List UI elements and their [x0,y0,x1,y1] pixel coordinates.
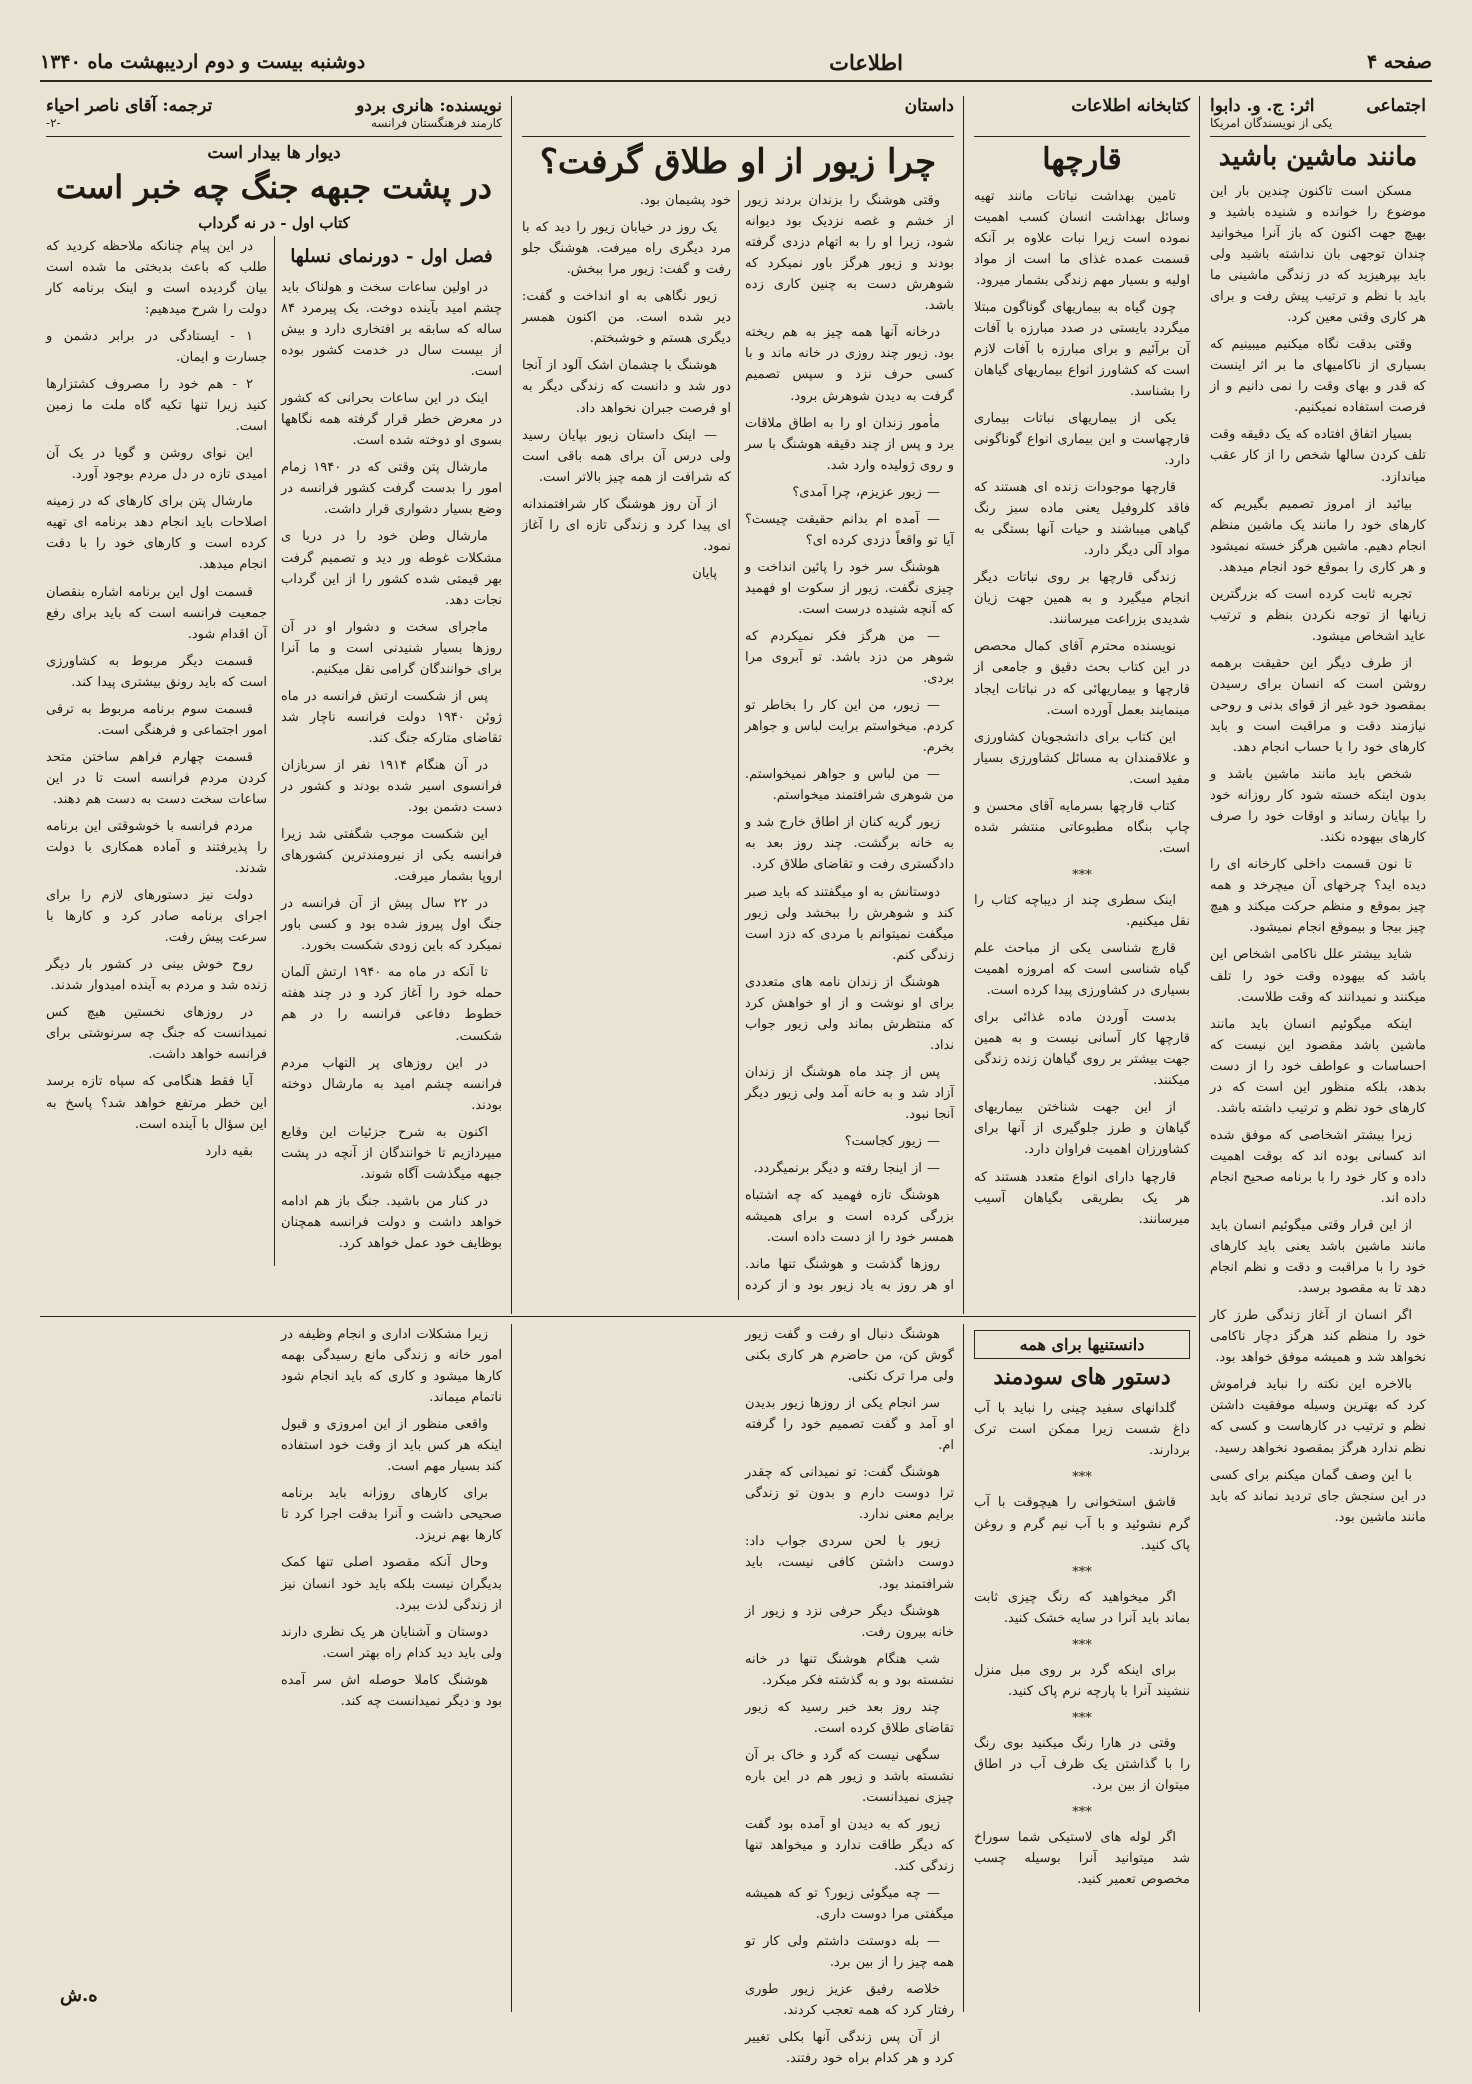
paragraph: مارشال پتن برای کارهای که در زمینه اصلاحات باید انجام دهد برنامه ای تهیه کرده است و کارهای خود را با دقت انجام میدهد. [46,494,267,573]
tip-item: برای اینکه گرد بر روی مبل منزل ننشیند آنرا با پارچه نرم پاک کنید. [974,1662,1190,1699]
paragraph: از آن پس زندگی آنها بکلی تغییر کرد و هر کدام براه خود رفتند. [745,2030,954,2067]
paragraph: مردم فرانسه با خوشوقتی این برنامه را پذیرفتند و آماده همکاری با دولت شدند. [46,818,267,877]
separator-stars: *** [1072,1470,1092,1486]
paragraph: دوستان و آشنایان هر یک نظری دارند ولی باید دید کدام راه بهتر است. [281,1624,502,1661]
paragraph: بیائید از امروز تصمیم بگیریم که کارهای خود را مانند یک ماشین منظم انجام دهیم. ماشین هرگز خسته نمیشود و هر کاری را بموقع خود انجام میدهد. [1210,496,1426,575]
columns-area [40,96,1432,2067]
lower-section-rule [40,1316,1196,1317]
paragraph: — آمده ام بدانم حقیقت چیست؟ آیا تو واقعاً دزدی کرده ای؟ [745,511,954,548]
paragraph: این نوای روشن و گویا در یک آن امیدی تازه در دل مردم بوجود آورد. [46,446,267,483]
paragraph: شاید بیشتر علل ناکامی اشخاص این باشد که بیهوده وقت خود را تلف میکنند و نمیدانند که وقت طلاست. [1210,947,1426,1005]
tip-item: اگر لوله های لاستیکی شما سوراخ شد میتوانید آنرا بوسیله چسب مخصوص تعمیر کنید. [974,1830,1190,1888]
paragraph: نویسنده محترم آقای کمال محصص در این کتاب بحث دقیق و جامعی از قارچها و بیماریهائی که در نباتات ایجاد مینمایند بعمل آورده است. [974,639,1190,718]
paragraph: زیور نگاهی به او انداخت و گفت: دیر شده است. من اکنون همسر دیگری هستم و خوشبختم. [522,289,731,347]
paragraph: یکی از بیماریهای نباتات بیماری قارچهاست و این بیماری انواع گوناگونی دارد. [974,410,1190,469]
paragraph: قسمت اول این برنامه اشاره بنقصان جمعیت فرانسه است که باید برای رفع آن اقدام شود. [46,584,267,642]
separator-stars: *** [1072,1710,1092,1726]
paragraph: با این وصف گمان میکنم برای کسی در این سنجش جای تردید نماند که باید مانند ماشین بود. [1210,1467,1426,1525]
paragraph: از این جهت شناختن بیماریهای گیاهان و طرز جلوگیری از آنها برای کشاورزان اهمیت فراوان دارد. [974,1100,1190,1158]
article-body [974,186,1190,1230]
author: نویسنده: هانری بردو [356,96,502,116]
paragraph: زیرا بیشتر اشخاصی که موفق شده اند کسانی بوده اند که بوقت اهمیت داده و کار خود را با برنامه صحیح انجام داده اند. [1210,1127,1426,1206]
paragraph: — من لباس و جواهر نمیخواستم. من شوهری شرافتمند میخواستم. [745,767,954,804]
article-title: قارچها [1042,142,1122,177]
author-signature: ه.ش [60,1985,98,2006]
section-label: کتابخانه اطلاعات [1071,96,1190,116]
paragraph: — من هرگز فکر نمیکردم که شوهر من دزد باشد. تو آبروی مرا بردی. [745,628,954,687]
paragraph: اگر انسان از آغاز زندگی طرز کار خود را منظم کند هرگز دچار ناکامی نخواهد شد و همیشه موفق خواهد بود. [1210,1308,1426,1366]
column-rule [511,96,512,1314]
paragraph: کتاب قارچها بسرمایه آقای محسن و چاپ بنگاه مطبوعاتی منتشر شده است. [974,798,1190,856]
column-serial [40,96,508,1314]
paragraph: ماجرای سخت و دشوار او در آن روزها بسیار شنیدنی است و ما آنرا برای خوانندگان گرامی نقل میکنیم. [281,619,502,677]
paragraph: — زیور، من این کار را بخاطر تو کردم. میخواستم برایت لباس و جواهر بخرم. [745,698,954,756]
paragraph: وقتی بدقت نگاه میکنیم میبینیم که بسیاری از ناکامیهای ما بر اثر اینست که قدر و بهای وقت را نمی دانیم و از فرصت استفاده نمیکنیم. [1210,337,1426,416]
article-title: در پشت جبهه جنگ چه خبر است [56,168,492,206]
paragraph: در این پیام چنانکه ملاحظه کردید که طلب که باعث بدبختی ما شده است بیان گردیده است و اینک برنامه کار دولت را شرح میدهیم: [46,238,267,317]
paragraph: دولت نیز دستورهای لازم را برای اجرای برنامه صادر کرد و کارها با سرعت پیش رفت. [46,888,267,946]
chapter-title: فصل اول - دورنمای نسلها [290,245,493,267]
paragraph: — اینک داستان زیور بپایان رسید ولی درس آن برای همه باقی است که شرافت از همه چیز بالاتر است. [522,427,731,485]
paragraph: در ۲۲ سال پیش از آن فرانسه در جنگ اول پیروز شده بود و کسی باور نمیکرد که باین زودی شکست بخورد. [281,896,502,954]
paragraph: قسمت چهارم فراهم ساختن متحد کردن مردم فرانسه است تا در این ساعات سخت دست به دست هم دهند. [46,749,267,807]
paragraph: در اولین ساعات سخت و هولناک باید چشم امید بآینده دوخت. یک پیرمرد ۸۴ ساله که سابقه بر افتخاری دارد و بیش از بیست سال در خدمت کشور بوده است. [281,279,502,380]
paragraph: — زیور عزیزم، چرا آمدی؟ [792,484,940,500]
paragraph: قارچها دارای انواع متعدد هستند که هر یک بطریقی بگیاهان آسیب میرسانند. [974,1169,1190,1227]
separator-stars: *** [1072,867,1092,883]
separator-stars: *** [1072,1805,1092,1821]
continuation-body [522,1324,954,2084]
paragraph: تا آنکه در ماه مه ۱۹۴۰ ارتش آلمان حمله خود را آغاز کرد و در چند هفته خطوط دفاعی فرانسه را در هم شکست. [281,965,502,1044]
paragraph: هوشنگ گفت: تو نمیدانی که چقدر ترا دوست دارم و بدون تو زندگی برایم معنی ندارد. [745,1465,954,1523]
paragraph: اینک در این ساعات بحرانی که کشور در معرض خطر قرار گرفته همه نگاهها بسوی او دوخته شده است. [281,391,502,449]
paragraph: — از اینجا رفته و دیگر برنمیگردد. [753,1161,940,1177]
separator-stars: *** [1072,1637,1092,1653]
paragraph: قسمت دیگر مربوط به کشاورزی است که باید رونق بیشتری پیدا کند. [46,653,267,690]
paragraph: زیور با لحن سردی جواب داد: دوست داشتن کافی نیست، باید شرافتمند بود. [745,1534,954,1592]
column-header [522,96,954,137]
paragraph: — زیور کجاست؟ [844,1134,940,1150]
paragraph: وحال آنکه مقصود اصلی تنها کمک بدیگران نیست بلکه باید خود انسان نیز از زندگی لذت ببرد. [281,1555,502,1613]
paragraph: روح خوش بینی در کشور بار دیگر زنده شد و مردم به آینده امیدوار شدند. [46,957,267,994]
paragraph: چون گیاه به بیماریهای گوناگون مبتلا میگردد بایستی در صدد مبارزه با آفات آن برآئیم و برای مبارزه با آفات لازم است که کشاورز انواع بیماریهای گیاهان را بشناسد. [974,299,1190,399]
paragraph: اینک سطری چند از دیباچه کتاب را نقل میکنیم. [974,892,1190,929]
paragraph: روزها گذشت و هوشنگ تنها ماند. او هر روز به یاد زیور بود و از کرده خود پشیمان بود. [639,193,954,1294]
paragraph: بالاخره این نکته را نباید فراموش کرد که بهترین وسیله موفقیت داشتن نظم و ترتیب در کارهاست و کسی که نظم ندارد هرگز بمقصود نخواهد رسید. [1210,1377,1426,1456]
paragraph: — بله دوستت داشتم ولی کار تو همه چیز را از بین برد. [745,1934,954,1971]
column-header [974,96,1190,137]
paragraph: هوشنگ از زندان نامه های متعددی برای او نوشت و از او خواهش کرد که منتظرش بماند ولی زیور جواب نداد. [745,974,954,1053]
author-sub: کارمند فرهنگستان فرانسه [370,116,502,130]
continued-note: بقیه دارد [205,1143,253,1159]
column-rule [1199,96,1200,2012]
article-body [46,236,502,1266]
paragraph: دوستانش به او میگفتند که باید صبر کند و شوهرش را ببخشد ولی زیور میگفت نمیتوانم با مردی که دزد است زندگی کنم. [745,884,954,963]
paragraph: هوشنگ کاملا حوصله اش سر آمده بود و دیگر نمیدانست چه کند. [281,1672,502,1709]
article-kicker: دیوار ها بیدار است [207,143,341,163]
tip-item: اگر میخواهید که رنگ چیزی ثابت بماند باید آنرا در سایه خشک کنید. [974,1589,1190,1626]
lower-left-block [40,1324,508,2012]
paragraph: پایان [692,565,717,581]
paragraph: هوشنگ دیگر حرفی نزد و زیور از خانه بیرون رفت. [745,1603,954,1640]
byline: اثر: ج. و. دابوا [1210,96,1315,116]
paragraph: هوشنگ تازه فهمید که چه اشتباه بزرگی کرده است و برای همیشه همسر خود را از دست داده است. [745,1188,954,1246]
paragraph: زندگی قارچها بر روی نباتات دیگر انجام میگیرد و به همین جهت زیان شدیدی بزراعت میرسانند. [974,570,1190,628]
column-social [1204,96,1432,2012]
paragraph: یک روز در خیابان زیور را دید که با مرد دیگری راه میرفت. هوشنگ جلو رفت و گفت: زیور مرا ببخش. [522,220,731,278]
paragraph: در کنار من باشید. جنگ باز هم ادامه خواهد داشت و دولت فرانسه همچنان بوظایف خود عمل خواهد کرد. [281,1193,502,1251]
paragraph: بسیار اتفاق افتاده که یک دقیقه وقت تلف کردن سالها شخص را از کار عقب میاندازد. [1210,427,1426,485]
paragraph: هوشنگ سر خود را پائین انداخت و چیزی نگفت. زیور از سکوت او فهمید که آنچه شنیده درست است. [745,559,954,617]
tips-box [968,1324,1196,2012]
tips-body [974,1398,1190,1890]
paragraph: زیرا مشکلات اداری و انجام وظیفه در امور خانه و زندگی مانع رسیدگی بهمه کارها میشود و کاری که باید انجام شود ناتمام میماند. [281,1327,502,1406]
lower-left-body [46,1324,502,2044]
paragraph: زیور که به دیدن او آمده بود گفت که دیگر طاقت ندارد و میخواهد تنها زندگی کند. [745,1816,954,1875]
paragraph: در این روزهای پر التهاب مردم فرانسه چشم امید به مارشال دوخته بودند. [281,1055,502,1113]
paragraph: تجربه ثابت کرده است که بزرگترین زیانها از توجه نکردن بنظم و ترتیب عاید اشخاص میشود. [1210,586,1426,644]
paragraph: سر انجام یکی از روزها زیور بدیدن او آمد و گفت تصمیم خود را گرفته ام. [745,1396,954,1454]
column-rule [963,96,964,1314]
paragraph: شخص باید مانند ماشین باشد و بدون اینکه خسته شود کار روزانه خود را بپایان رساند و اوقات خود را صرف کارهای بیهوده نکند. [1210,767,1426,846]
tip-item: وقتی در هارا رنگ میکنید بوی رنگ را با گذاشتن یک ظرف آب در اطاق میتوان از بین برد. [974,1735,1190,1794]
paragraph: تا نون قسمت داخلی کارخانه ای را دیده اید؟ چرخهای آن میچرخد و همه چیز بموقع و منظم حرکت میکند و هیچ چیز بیجا و بیموقع انجام نمیشود. [1210,857,1426,936]
paragraph: برای کارهای روزانه باید برنامه صحیحی داشت و آنرا بدقت اجرا کرد تا کارها بهم نریزد. [281,1486,502,1544]
paragraph: وقتی هوشنگ را بزندان بردند زیور از خشم و غصه نزدیک بود دیوانه شود، زیرا او را به اتهام دزدی گرفته بودند و زیور هرگز باور نمیکرد که شوهرش دست به چنین کاری زده باشد. [745,193,954,314]
paragraph: پس از چند ماه هوشنگ از زندان آزاد شد و به خانه آمد ولی زیور دیگر آنجا نبود. [745,1064,954,1122]
tip-item: قاشق استخوانی را هیچوقت با آب گرم نشوئید و با آب نیم گرم و روغن پاک کنید. [974,1495,1190,1553]
paragraph: این کتاب برای دانشجویان کشاورزی و علاقمندان به مسائل کشاورزی بسیار مفید است. [974,729,1190,787]
page-number: صفحه ۴ [1366,51,1432,73]
paragraph: قسمت سوم برنامه مربوط به ترقی امور اجتماعی و فرهنگی است. [46,701,267,738]
translator: ترجمه: آقای ناصر احیاء [46,96,213,116]
paragraph: — چه میگوئی زیور؟ تو که همیشه میگفتی مرا دوست داری. [745,1886,954,1923]
paragraph: قارچ شناسی یکی از مباحث علم گیاه شناسی است که امروزه اهمیت بسیاری در کشاورزی پیدا کرده است. [974,941,1190,999]
paragraph: هوشنگ دنبال او رفت و گفت زیور گوش کن، من حاضرم هر کاری بکنی ولی مرا ترک نکنی. [745,1327,954,1385]
separator-stars: *** [1072,1564,1092,1580]
tips-header: دانستنیها برای همه [974,1330,1190,1359]
paragraph: واقعی منظور از این امروزی و قبول اینکه هر کس باید از وقت خود استفاده کند بسیار مهم است. [281,1417,502,1475]
byline-sub: یکی از نویسندگان امریکا [1210,116,1333,130]
paragraph: خلاصه رفیق عزیز زیور طوری رفتار کرد که همه تعجب کردند. [745,1982,954,2019]
paragraph: ۲ - هم خود را مصروف کشتزارها کنید زیرا تنها تکیه گاه ملت ما زمین است. [46,377,267,435]
column-story [516,96,960,1314]
article-title: چرا زیور از او طلاق گرفت؟ [539,142,937,182]
section-label: داستان [904,96,954,116]
installment-number: -۲- [46,116,61,130]
paragraph: قارچها موجودات زنده ای هستند که فاقد کلروفیل یعنی ماده سبز رنگ گیاهی میباشند و حیات آنها بستگی به مواد آلی دیگر دارد. [974,480,1190,559]
paragraph: اینکه میگوئیم انسان باید مانند ماشین باشد مقصود این نیست که احساسات و عواطف خود را از دست بدهد، بلکه منظور این است که در کارهای خود نظم و ترتیب داشته باشد. [1210,1016,1426,1116]
section-label: اجتماعی [1366,96,1426,116]
paragraph: هوشنگ با چشمان اشک آلود از آنجا دور شد و دانست که زندگی دیگر به او فرصت جبران نخواهد داد. [522,358,731,416]
masthead [40,44,1432,82]
paragraph: سگهی نیست که گرد و خاک بر آن نشسته باشد و زیور هم در این باره چیزی نمیدانست. [745,1747,954,1805]
paragraph: مسکن است تاکنون چندین بار این موضوع را خوانده و شنیده باشید و بهیچ جهت اکنون که باز آنرا میخوانید چندان توجهی بان نداشته باشید ولی باید بپرهیزید که در زندگی ماشینی ما باید با نظم و ترتیب پیش رفت و برای هر کاری وقتی معین کرد. [1210,183,1426,326]
paragraph: در روزهای نخستین هیچ کس نمیدانست که جنگ چه سرنوشتی برای فرانسه خواهد داشت. [46,1005,267,1063]
column-header [46,96,502,137]
paragraph: اکنون به شرح جزئیات این وقایع میپردازیم تا خوانندگان از آنچه در پشت جبهه میگذشت آگاه شوند. [281,1124,502,1182]
paragraph: آیا فقط هنگامی که سپاه تازه برسد این خطر مرتفع خواهد شد؟ پاسخ به این سؤال با آینده است. [46,1074,267,1132]
column-header [1210,96,1426,137]
article-body [1210,181,1426,1528]
paragraph: بدست آوردن ماده غذائی برای قارچها کار آسانی نیست و به همین جهت بیشتر بر روی گیاهان زنده زندگی میکنند. [974,1010,1190,1089]
paragraph: مارشال وطن خود را در دریا ی مشکلات غوطه ور دید و تصمیم گرفت بهر قیمتی شده کشور را از این گرداب نجات دهد. [281,529,502,608]
tip-item: گلدانهای سفید چینی را نباید با آب داغ شست زیرا ممکن است ترک بردارند. [974,1401,1190,1459]
paragraph: از طرف دیگر این حقیقت برهمه روشن است که انسان برای رسیدن بمقصود خود غیر از قوای بدنی و روحی نیازمند دقت و مراقبت است و باید کارهای خود را با حساب انجام دهد. [1210,655,1426,756]
article-title: مانند ماشین باشید [1218,142,1418,172]
story-continuation [516,1324,960,2067]
book-label: کتاب اول - در نه گرداب [198,213,350,232]
paragraph: این شکست موجب شگفتی شد زیرا فرانسه یکی از نیرومندترین کشورهای اروپا بشمار میرفت. [281,827,502,885]
paragraph: پس از شکست ارتش فرانسه در ماه ژوئن ۱۹۴۰ دولت فرانسه ناچار شد تقاضای متارکه جنگ کند. [281,688,503,746]
paragraph: چند روز بعد خبر رسید که زیور تقاضای طلاق کرده است. [745,1699,954,1736]
column-rule [511,1324,512,2012]
column-rule [963,1324,964,2012]
paragraph: درخانه آنها همه چیز به هم ریخته بود. زیور چند روزی در خانه ماند و با کسی حرف نزد و سپس تصمیم گرفت به دیدن شوهرش برود. [745,325,954,404]
tips-title: دستور های سودمند [993,1364,1171,1390]
column-library [968,96,1196,1314]
paragraph: شب هنگام هوشنگ تنها در خانه نشسته بود و به گذشته فکر میکرد. [745,1651,954,1688]
paragraph: تامین بهداشت نباتات مانند تهیه وسائل بهداشت انسان کسب اهمیت نموده است زیرا نبات علاوه بر آنکه قسمت عمده غذای ما است از مواد اولیه و بسیار مهم زندگی بشمار میرود. [974,188,1190,288]
paragraph: در آن هنگام ۱۹۱۴ نفر از سربازان فرانسوی اسیر شده بودند و کشور در دست دشمن بود. [281,757,502,816]
paragraph: زیور گریه کنان از اطاق خارج شد و به خانه برگشت. چند روز بعد به دادگستری رفت و تقاضای طلاق کرد. [745,815,954,873]
paragraph: مارشال پتن وقتی که در ۱۹۴۰ زمام امور را بدست گرفت کشور فرانسه در وضع بسیار دشواری قرار داشت. [281,460,502,518]
paragraph: از این قرار وقتی میگوئیم انسان باید مانند ماشین باشد یعنی باید کارهای خود را با مراقبت و دقت و نظم انجام دهد تا به مقصود برسد. [1210,1218,1426,1297]
paper-name: اطلاعات [829,49,903,75]
article-body [522,190,954,1300]
issue-date: دوشنبه بیست و دوم اردیبهشت ماه ۱۳۴۰ [40,51,366,73]
paragraph: مأمور زندان او را به اطاق ملاقات برد و پس از چند دقیقه هوشنگ با سر و روی ژولیده وارد شد. [745,415,954,473]
paragraph: از آن روز هوشنگ کار شرافتمندانه ای پیدا کرد و زندگی تازه ای را آغاز نمود. [522,496,731,554]
paragraph: ۱ - ایستادگی در برابر دشمن و جسارت و ایمان. [46,328,267,366]
